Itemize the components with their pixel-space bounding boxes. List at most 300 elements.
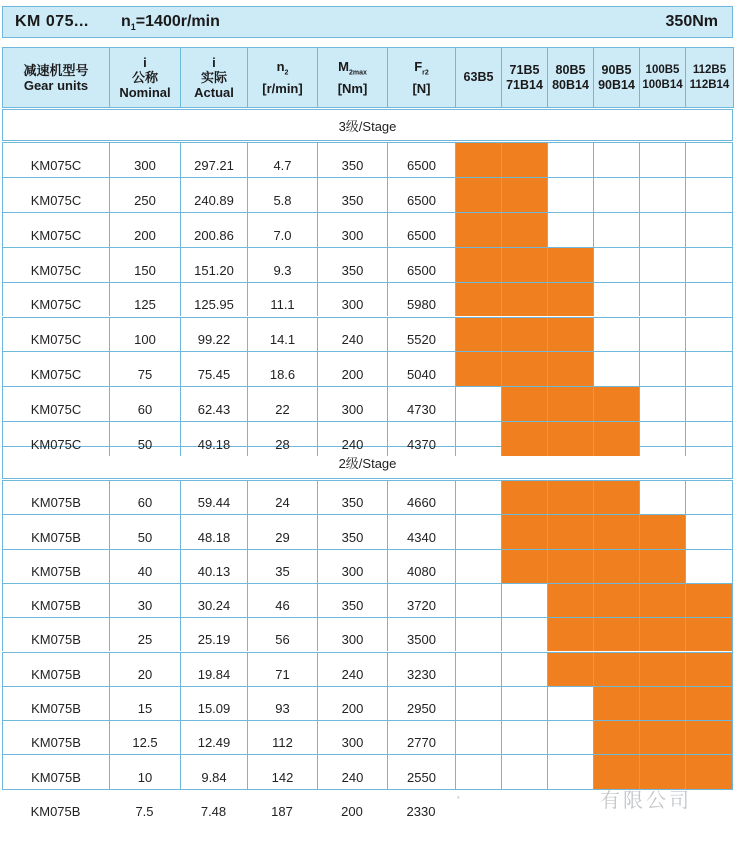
fit-mark-112b5 <box>685 652 733 686</box>
value-fr2: 2550 <box>407 769 436 785</box>
fit-mark-80b5 <box>547 386 593 421</box>
header-text <box>194 55 234 100</box>
cell-n2 <box>247 720 317 754</box>
fit-mark-63b5 <box>455 142 501 177</box>
motor-col-71b5 <box>501 47 548 108</box>
value-nominal: 40 <box>137 563 153 579</box>
fit-mark-100b5 <box>639 549 685 583</box>
value-model: KM075B <box>31 735 81 751</box>
value-actual: 15.09 <box>197 701 231 717</box>
value-fr2: 6500 <box>407 227 436 243</box>
value-actual: 48.18 <box>197 529 231 545</box>
fit-empty-63b5 <box>455 549 501 583</box>
fit-empty-90b5 <box>593 282 639 317</box>
value-model: KM075C <box>30 157 82 173</box>
value-actual: 151.20 <box>194 262 234 278</box>
cell-nominal <box>109 583 180 617</box>
value-m2max: 350 <box>341 192 364 208</box>
fit-empty-63b5 <box>455 720 501 754</box>
motor-flange-label: 112B5 <box>692 63 727 76</box>
cell-model <box>2 789 109 823</box>
fit-empty-112b5 <box>685 212 733 247</box>
fit-empty-80b5 <box>547 212 593 247</box>
value-nominal: 250 <box>134 192 156 208</box>
cell-actual <box>180 247 247 282</box>
cell-fr2 <box>387 686 455 720</box>
header-line: 公称 <box>131 70 158 85</box>
cell-nominal <box>109 282 180 317</box>
cell-m2max <box>317 212 387 247</box>
fit-mark-63b5 <box>455 177 501 212</box>
value-m2max: 300 <box>341 632 364 648</box>
fit-empty-71b5 <box>501 583 547 617</box>
value-model: KM075C <box>30 402 82 418</box>
cell-actual <box>180 514 247 548</box>
motor-flange-label: 71B14 <box>506 77 543 92</box>
value-m2max: 350 <box>341 495 364 511</box>
cell-nominal <box>109 514 180 548</box>
value-nominal: 300 <box>134 157 156 173</box>
fit-empty-112b5 <box>685 351 733 386</box>
cell-n2 <box>247 351 317 386</box>
value-m2max: 350 <box>341 157 364 173</box>
value-model: KM075B <box>30 803 81 819</box>
cell-n2 <box>247 177 317 212</box>
cell-actual <box>180 386 247 421</box>
fit-empty-63b5 <box>455 583 501 617</box>
value-n2: 24 <box>275 495 290 511</box>
fit-mark-100b5 <box>639 583 685 617</box>
fit-empty-71b5 <box>501 617 547 651</box>
cell-model <box>2 142 109 177</box>
fit-empty-112b5 <box>685 480 733 514</box>
value-m2max: 350 <box>341 598 364 614</box>
value-nominal: 60 <box>137 402 153 418</box>
value-n2: 29 <box>275 529 290 545</box>
fit-mark-80b5 <box>547 421 593 456</box>
value-actual: 59.44 <box>197 495 231 511</box>
value-n2: 22 <box>275 402 290 418</box>
cell-n2 <box>247 514 317 548</box>
cell-nominal <box>109 617 180 651</box>
fit-empty-63b5 <box>455 386 501 421</box>
cell-n2 <box>247 652 317 686</box>
value-m2max: 200 <box>341 803 363 819</box>
value-nominal: 150 <box>134 262 156 278</box>
motor-col-text <box>642 63 682 93</box>
cell-model <box>2 549 109 583</box>
header-subscript: r2 <box>422 69 429 77</box>
motor-flange-label: 80B14 <box>552 77 589 92</box>
fit-empty-100b5 <box>639 247 685 282</box>
fit-mark-71b5 <box>501 421 547 456</box>
cell-m2max <box>317 754 387 788</box>
value-actual: 200.86 <box>194 227 234 243</box>
motor-flange-label: 100B14 <box>642 78 683 91</box>
cell-actual <box>180 212 247 247</box>
value-model: KM075C <box>30 227 82 243</box>
cell-fr2 <box>387 583 455 617</box>
fit-mark-80b5 <box>547 480 593 514</box>
value-actual: 19.84 <box>197 666 231 682</box>
motor-col-text <box>506 63 543 93</box>
fit-empty-100b5 <box>639 480 685 514</box>
cell-nominal <box>109 247 180 282</box>
cell-actual <box>180 754 247 788</box>
header-line: 减速机型号 <box>23 62 89 78</box>
fit-mark-90b5 <box>593 686 639 720</box>
cell-nominal <box>109 212 180 247</box>
cell-nominal <box>109 317 180 352</box>
cell-fr2 <box>387 282 455 317</box>
header-cell-4 <box>317 47 388 108</box>
cell-m2max <box>317 514 387 548</box>
fit-empty-100b5 <box>639 351 685 386</box>
cell-m2max <box>317 549 387 583</box>
cell-model <box>2 351 109 386</box>
cell-m2max <box>317 351 387 386</box>
cell-m2max <box>317 617 387 651</box>
header-line: Actual <box>194 85 234 100</box>
cell-m2max <box>317 317 387 352</box>
value-m2max: 240 <box>341 769 364 785</box>
value-actual: 40.13 <box>197 563 231 579</box>
fit-mark-90b5 <box>593 421 639 456</box>
cell-nominal <box>109 421 180 456</box>
fit-mark-100b5 <box>639 652 685 686</box>
fit-mark-80b5 <box>547 514 593 548</box>
cell-actual <box>180 789 247 823</box>
fit-mark-100b5 <box>639 720 685 754</box>
fit-mark-71b5 <box>501 480 547 514</box>
cell-n2 <box>247 142 317 177</box>
value-n2: 46 <box>275 598 290 614</box>
value-fr2: 4660 <box>407 495 436 511</box>
value-actual: 99.22 <box>197 332 231 348</box>
value-fr2: 6500 <box>407 192 436 208</box>
cell-n2 <box>247 247 317 282</box>
cell-model <box>2 754 109 788</box>
cell-nominal <box>109 652 180 686</box>
header-unit: [Nm] <box>337 80 368 96</box>
header-line: i <box>212 55 216 70</box>
value-nominal: 20 <box>137 666 153 682</box>
fit-mark-71b5 <box>501 514 547 548</box>
fit-mark-80b5 <box>547 317 593 352</box>
cell-m2max <box>317 421 387 456</box>
fit-empty-71b5 <box>501 652 547 686</box>
fit-mark-71b5 <box>501 351 547 386</box>
value-n2: 187 <box>271 803 293 819</box>
header-unit: [N] <box>412 80 431 96</box>
fit-mark-71b5 <box>501 549 547 583</box>
value-actual: 75.45 <box>197 367 231 383</box>
cell-n2 <box>247 480 317 514</box>
header-cell-5 <box>387 47 456 108</box>
fit-empty-63b5 <box>455 617 501 651</box>
value-nominal: 75 <box>137 367 153 383</box>
cell-n2 <box>247 686 317 720</box>
fit-empty-80b5 <box>547 720 593 754</box>
value-actual: 62.43 <box>197 402 231 418</box>
cell-actual <box>180 317 247 352</box>
value-fr2: 2330 <box>406 803 436 819</box>
value-actual: 9.84 <box>201 769 227 785</box>
cell-model <box>2 514 109 548</box>
cell-actual <box>180 583 247 617</box>
fit-mark-90b5 <box>593 514 639 548</box>
cell-m2max <box>317 480 387 514</box>
cell-actual <box>180 549 247 583</box>
cell-n2 <box>247 549 317 583</box>
cell-fr2 <box>387 789 455 823</box>
cell-model <box>2 421 109 456</box>
fit-mark-90b5 <box>593 549 639 583</box>
motor-col-text <box>690 63 730 93</box>
cell-actual <box>180 142 247 177</box>
title-model: KM 075... <box>15 13 89 30</box>
fit-mark-63b5 <box>455 317 501 352</box>
header-text <box>338 59 368 96</box>
fit-mark-63b5 <box>455 282 501 317</box>
cell-model <box>2 317 109 352</box>
value-nominal: 30 <box>137 598 153 614</box>
value-fr2: 3230 <box>407 666 436 682</box>
motor-col-63b5 <box>455 47 502 108</box>
value-fr2: 5520 <box>407 332 436 348</box>
cell-model <box>2 583 109 617</box>
fit-mark-112b5 <box>685 617 733 651</box>
fit-empty-100b5 <box>639 386 685 421</box>
fit-empty-90b5 <box>593 317 639 352</box>
fit-mark-90b5 <box>593 652 639 686</box>
fit-mark-90b5 <box>593 480 639 514</box>
cell-model <box>2 652 109 686</box>
value-actual: 297.21 <box>194 157 234 173</box>
value-m2max: 300 <box>341 297 364 313</box>
cell-nominal <box>109 720 180 754</box>
header-symbol: n <box>276 59 285 75</box>
fit-mark-100b5 <box>639 514 685 548</box>
fit-empty-80b5 <box>547 177 593 212</box>
cell-fr2 <box>387 514 455 548</box>
value-model: KM075C <box>30 297 82 313</box>
value-n2: 7.0 <box>273 227 292 243</box>
cell-n2 <box>247 282 317 317</box>
motor-flange-label: 63B5 <box>463 70 494 84</box>
motor-col-text <box>552 63 589 93</box>
fit-empty-100b5 <box>639 282 685 317</box>
value-m2max: 200 <box>341 367 364 383</box>
watermark: 有限公司 <box>600 790 692 812</box>
fit-mark-71b5 <box>501 317 547 352</box>
fit-empty-63b5 <box>455 421 501 456</box>
fit-mark-80b5 <box>547 351 593 386</box>
value-actual: 240.89 <box>194 192 234 208</box>
motor-col-90b5 <box>593 47 640 108</box>
value-fr2: 4340 <box>407 529 436 545</box>
cell-actual <box>180 177 247 212</box>
table-right-edge <box>732 480 733 789</box>
cell-n2 <box>247 386 317 421</box>
value-m2max: 350 <box>341 262 364 278</box>
value-n2: 14.1 <box>269 332 296 348</box>
fit-empty-80b5 <box>547 754 593 788</box>
cell-n2 <box>247 212 317 247</box>
header-text <box>412 59 430 96</box>
header-cell-3 <box>247 47 318 108</box>
title-bar <box>2 6 733 38</box>
header-line: Nominal <box>119 85 171 100</box>
table-right-edge <box>732 142 733 446</box>
value-model: KM075B <box>31 495 81 511</box>
fit-empty-112b5 <box>685 317 733 352</box>
header-text <box>23 63 88 93</box>
value-model: KM075B <box>31 529 81 545</box>
value-m2max: 240 <box>341 666 364 682</box>
fit-empty-63b5 <box>455 754 501 788</box>
fit-empty-90b5 <box>593 247 639 282</box>
value-nominal: 7.5 <box>135 803 154 819</box>
fit-mark-71b5 <box>501 247 547 282</box>
fit-empty-71b5 <box>501 720 547 754</box>
header-line: i <box>143 55 147 70</box>
cell-nominal <box>109 549 180 583</box>
fit-mark-71b5 <box>501 212 547 247</box>
fit-mark-80b5 <box>547 549 593 583</box>
value-model: KM075C <box>30 192 82 208</box>
header-text <box>262 59 302 96</box>
cell-fr2 <box>387 351 455 386</box>
value-model: KM075C <box>30 367 82 383</box>
value-nominal: 200 <box>134 227 156 243</box>
fit-mark-112b5 <box>685 686 733 720</box>
fit-mark-80b5 <box>547 617 593 651</box>
value-actual: 25.19 <box>197 632 231 648</box>
value-n2: 4.7 <box>273 157 292 173</box>
cell-fr2 <box>387 480 455 514</box>
cell-m2max <box>317 247 387 282</box>
fit-empty-112b5 <box>685 421 733 456</box>
cell-m2max <box>317 652 387 686</box>
fit-mark-71b5 <box>501 177 547 212</box>
value-fr2: 6500 <box>407 262 436 278</box>
header-cell-0 <box>2 47 110 108</box>
cell-actual <box>180 421 247 456</box>
cell-nominal <box>109 789 180 823</box>
value-nominal: 50 <box>137 437 153 453</box>
header-symbol: F <box>414 59 423 75</box>
fit-empty-100b5 <box>639 142 685 177</box>
fit-empty-80b5 <box>547 686 593 720</box>
value-n2: 35 <box>275 563 290 579</box>
fit-mark-90b5 <box>593 583 639 617</box>
value-nominal: 10 <box>137 769 153 785</box>
cell-fr2 <box>387 421 455 456</box>
motor-col-80b5 <box>547 47 594 108</box>
value-model: KM075C <box>30 437 82 453</box>
cell-nominal <box>109 142 180 177</box>
fit-empty-90b5 <box>593 142 639 177</box>
value-n2: 5.8 <box>273 192 292 208</box>
cell-model <box>2 686 109 720</box>
cell-fr2 <box>387 652 455 686</box>
cell-actual <box>180 480 247 514</box>
value-fr2: 2950 <box>407 701 436 717</box>
cell-model <box>2 480 109 514</box>
cell-actual <box>180 282 247 317</box>
motor-flange-label: 71B5 <box>509 62 540 77</box>
cell-fr2 <box>387 142 455 177</box>
header-line: Gear units <box>23 77 89 93</box>
motor-flange-label: 90B5 <box>601 62 632 77</box>
cell-m2max <box>317 177 387 212</box>
cell-fr2 <box>387 617 455 651</box>
value-fr2: 3500 <box>407 632 436 648</box>
fit-mark-63b5 <box>455 212 501 247</box>
motor-flange-label: 80B5 <box>555 62 586 77</box>
fit-mark-80b5 <box>547 652 593 686</box>
cell-nominal <box>109 754 180 788</box>
value-m2max: 200 <box>341 701 364 717</box>
cell-fr2 <box>387 549 455 583</box>
fit-empty-100b5 <box>639 212 685 247</box>
fit-mark-112b5 <box>685 583 733 617</box>
fit-empty-112b5 <box>685 177 733 212</box>
fit-mark-80b5 <box>547 583 593 617</box>
cell-fr2 <box>387 720 455 754</box>
value-nominal: 100 <box>134 332 156 348</box>
fit-mark-80b5 <box>547 247 593 282</box>
cell-fr2 <box>387 247 455 282</box>
value-model: KM075B <box>31 701 81 717</box>
fit-mark-112b5 <box>685 720 733 754</box>
value-m2max: 300 <box>341 563 364 579</box>
cell-model <box>2 212 109 247</box>
header-cell-1 <box>109 47 181 108</box>
value-n2: 11.1 <box>270 297 295 313</box>
value-model: KM075B <box>31 563 81 579</box>
cell-m2max <box>317 142 387 177</box>
fit-mark-100b5 <box>639 686 685 720</box>
fit-empty-112b5 <box>685 386 733 421</box>
fit-empty-71b5 <box>501 754 547 788</box>
fit-empty-80b5 <box>547 142 593 177</box>
cell-fr2 <box>387 177 455 212</box>
motor-flange-label: 112B14 <box>689 78 730 91</box>
value-m2max: 240 <box>341 437 364 453</box>
cell-fr2 <box>387 317 455 352</box>
cell-m2max <box>317 583 387 617</box>
header-subscript: 2max <box>348 69 367 77</box>
cell-model <box>2 617 109 651</box>
fit-mark-63b5 <box>455 247 501 282</box>
fit-empty-112b5 <box>685 247 733 282</box>
cell-actual <box>180 617 247 651</box>
value-actual: 30.24 <box>197 598 231 614</box>
value-fr2: 3720 <box>407 598 436 614</box>
cell-fr2 <box>387 386 455 421</box>
cell-n2 <box>247 617 317 651</box>
motor-col-text <box>464 70 494 85</box>
value-fr2: 5040 <box>407 367 436 383</box>
value-model: KM075C <box>30 332 82 348</box>
header-unit: [r/min] <box>262 80 303 96</box>
motor-col-100b5 <box>639 47 686 108</box>
cell-nominal <box>109 177 180 212</box>
value-nominal: 15 <box>137 701 153 717</box>
cell-actual <box>180 652 247 686</box>
